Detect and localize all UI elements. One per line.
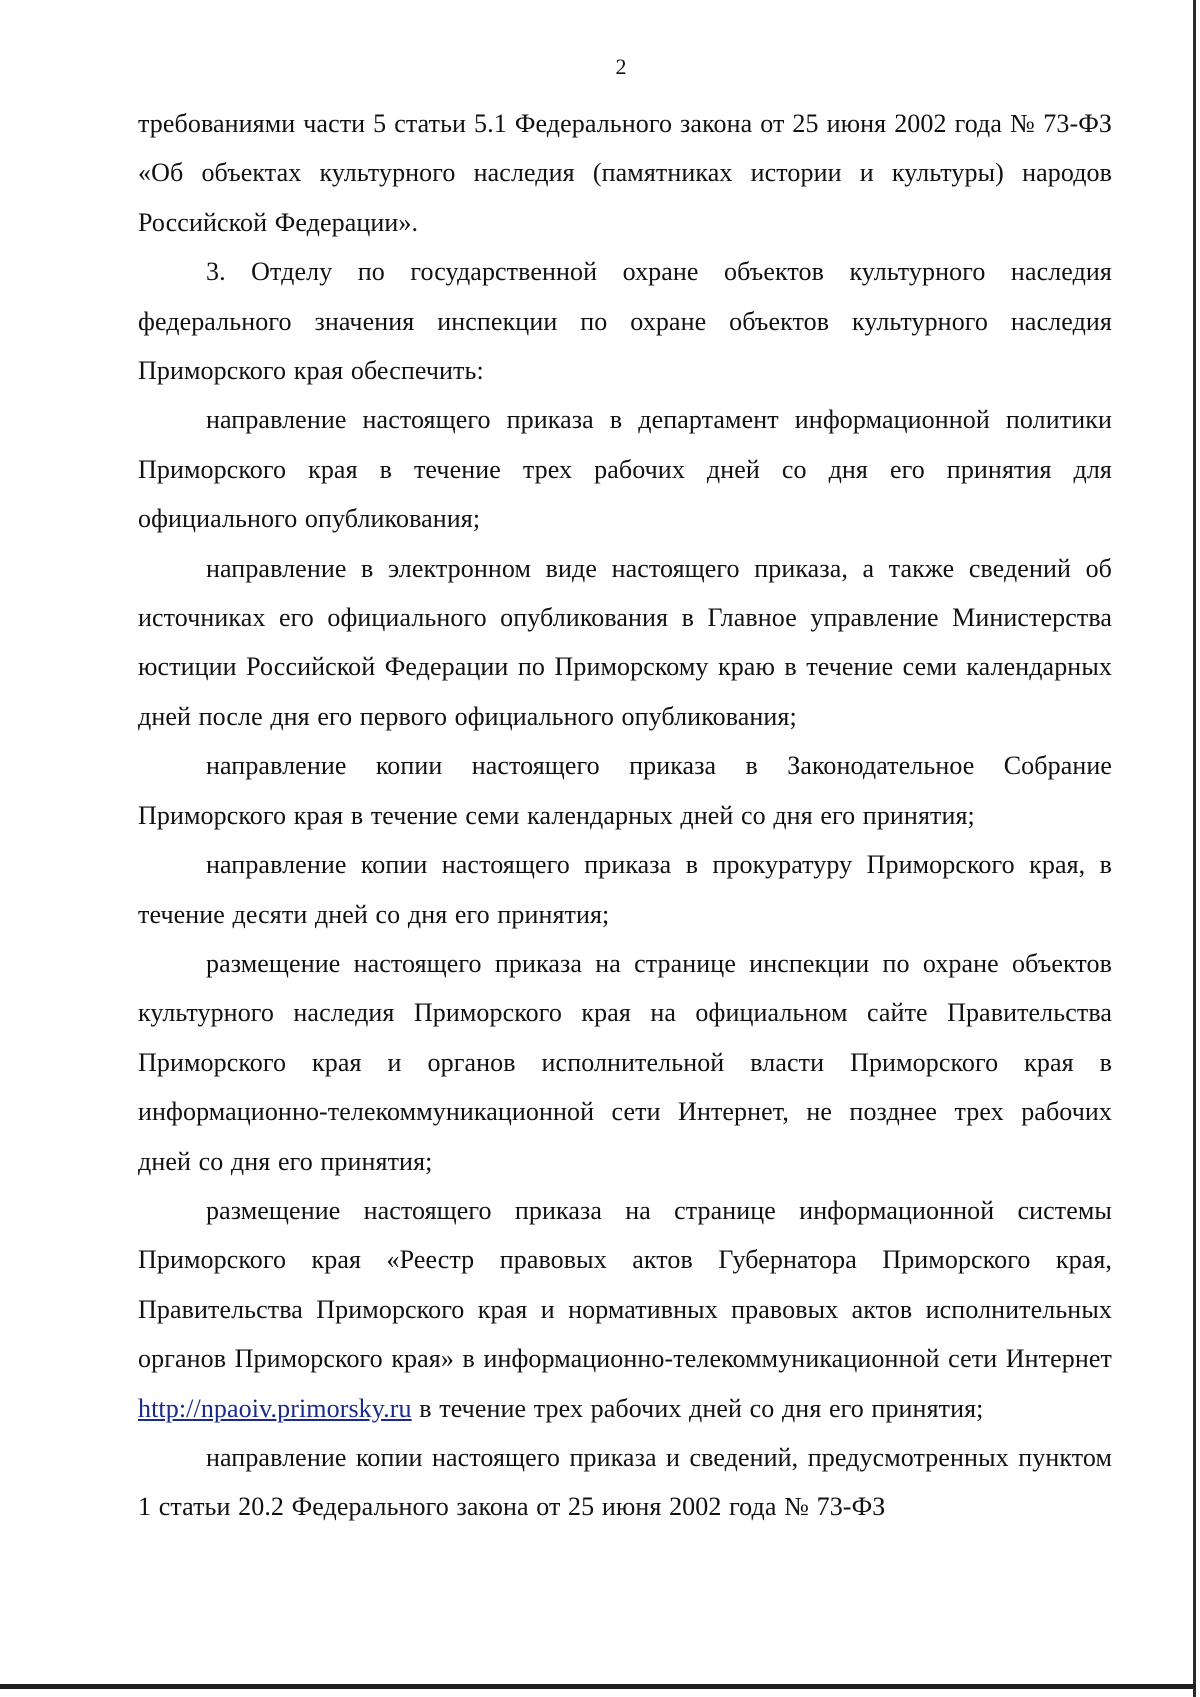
registry-link[interactable]: http://npaoiv.primorsky.ru [138,1393,412,1423]
page-number: 2 [615,54,627,79]
paragraph-publish-on-government-site: размещение настоящего приказа на странице инспекции по охране объектов культурного наследия Приморского края на официальном сайте Правительства Приморского края и органов исполнительной власти Приморского края в информационно-телекоммуникационной сети Интернет, не позднее трех рабочих дней со дня его принятия; [138,948,1112,1176]
paragraph-send-copy-and-info: направление копии настоящего приказа и сведений, предусмотренных пунктом 1 статьи 20.2 Федерального закона от 25 июня 2002 года № 73-ФЗ [138,1442,1112,1522]
scan-right-edge [1193,0,1196,1697]
scan-bottom-edge [0,1684,1196,1689]
registry-text-after-link: в течение трех рабочих дней со дня его принятия; [411,1393,984,1423]
paragraph-item-3: 3. Отделу по государственной охране объектов культурного наследия федерального значения инспекции по охране объектов культурного наследия Приморского края обеспечить: [138,257,1112,386]
paragraph-send-to-info-policy: направление настоящего приказа в департамент информационной политики Приморского края в течение трех рабочих дней со дня его принятия для официального опубликования; [138,405,1112,534]
paragraph-publish-on-registry [138,1186,1112,1433]
paragraph-continuation: требованиями части 5 статьи 5.1 Федерального закона от 25 июня 2002 года № 73-ФЗ «Об объектах культурного наследия (памятниках истории и культуры) народов Российской Федерации». [138,109,1112,237]
paragraph-send-to-prosecutor: направление копии настоящего приказа в прокуратуру Приморского края, в течение десяти дней со дня его принятия; [138,850,1112,929]
paragraph-send-to-ministry-justice: направление в электронном виде настоящего приказа, а также сведений об источниках его официального опубликования в Главное управление Министерства юстиции Российской Федерации по Приморскому краю в течение семи календарных дней после дня его первого официального опубликования; [138,553,1112,731]
registry-text-before-link: размещение настоящего приказа на странице информационной системы Приморского края «Реестр правовых актов Губернатора Приморского края, Правительства Приморского края и нормативных правовых актов исполнительных органов Приморского края» в информационно-телекоммуникационной сети Интернет [138,1195,1112,1374]
paragraph-send-to-legislative-assembly: направление копии настоящего приказа в Законодательное Собрание Приморского края в течение семи календарных дней со дня его принятия; [138,751,1112,830]
document-body [138,99,1112,1532]
